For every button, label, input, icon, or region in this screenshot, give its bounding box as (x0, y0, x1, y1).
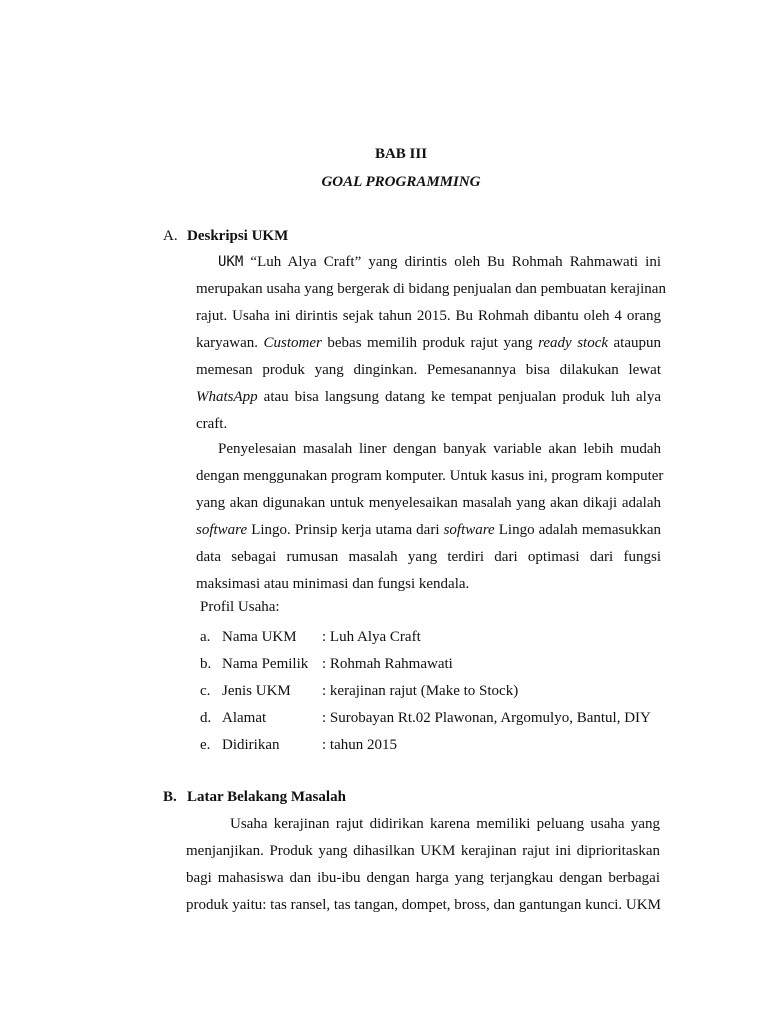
list-marker: e. (200, 737, 211, 753)
paragraph-line: menjanjikan. Produk yang dihasilkan UKM kerajinan rajut ini diprioritaskan (186, 843, 660, 859)
paragraph-line (196, 384, 661, 411)
paragraph-line: memesan produk yang dinginkan. Pemesanannya bisa dilakukan lewat (196, 362, 661, 378)
paragraph-text: “Luh Alya Craft” yang dirintis oleh Bu Rohmah Rahmawati ini (243, 254, 661, 270)
profil-usaha-label: Profil Usaha: (200, 599, 280, 615)
paragraph-line: maksimasi atau minimasi dan fungsi kendala. (196, 576, 470, 592)
paragraph-italic-text: software (443, 522, 495, 538)
section-a-number: A. (163, 228, 178, 244)
paragraph-line (196, 249, 661, 276)
list-marker: d. (200, 710, 212, 726)
list-marker: a. (200, 629, 211, 645)
paragraph-line: produk yaitu: tas ransel, tas tangan, dompet, bross, dan gantungan kunci. UKM (186, 897, 661, 913)
paragraph-line: bagi mahasiswa dan ibu-ibu dengan harga yang terjangkau dengan berbagai (186, 870, 660, 886)
list-item (200, 732, 651, 759)
paragraph-text: bebas memilih produk rajut yang (321, 335, 539, 351)
paragraph-italic-text: ready stock (538, 335, 609, 351)
profil-value: : kerajinan rajut (Make to Stock) (322, 683, 519, 699)
profil-value: : Rohmah Rahmawati (322, 656, 453, 672)
chapter-title: BAB III (374, 146, 428, 162)
paragraph-line: yang akan digunakan untuk menyelesaikan masalah yang akan dikaji adalah (196, 495, 661, 511)
chapter-subtitle: GOAL PROGRAMMING (321, 174, 481, 190)
paragraph-line: data sebagai rumusan masalah yang terdiri dari optimasi dari fungsi (196, 549, 661, 565)
paragraph-line (196, 517, 661, 544)
profil-key: Nama UKM (222, 629, 297, 645)
list-item (200, 705, 651, 732)
section-b-title: Latar Belakang Masalah (187, 789, 346, 805)
paragraph-text: karyawan. (196, 335, 264, 351)
paragraph-line (196, 330, 661, 357)
paragraph-italic-text: software (196, 522, 248, 538)
section-a-heading (163, 228, 288, 245)
list-marker: c. (200, 683, 211, 699)
section-b-paragraph-1 (186, 811, 660, 919)
paragraph-line: Penyelesaian masalah liner dengan banyak variable akan lebih mudah (218, 441, 661, 457)
section-a-title: Deskripsi UKM (187, 228, 289, 244)
profil-value: : Surobayan Rt.02 Plawonan, Argomulyo, Bantul, DIY (322, 710, 651, 726)
paragraph-line: dengan menggunakan program komputer. Untuk kasus ini, program komputer (196, 468, 664, 484)
paragraph-line: Usaha kerajinan rajut didirikan karena memiliki peluang usaha yang (230, 816, 660, 832)
section-b-heading (163, 789, 346, 806)
list-item (200, 651, 651, 678)
profil-value: : tahun 2015 (322, 737, 397, 753)
section-a-paragraph-1 (196, 249, 666, 438)
paragraph-text: UKM (218, 254, 244, 270)
profil-key: Alamat (222, 710, 267, 726)
profil-key: Nama Pemilik (222, 656, 309, 672)
paragraph-italic-text: Customer (263, 335, 322, 351)
paragraph-line: merupakan usaha yang bergerak di bidang penjualan dan pembuatan kerajinan (196, 281, 666, 297)
paragraph-text: atau bisa langsung datang ke tempat penjualan produk luh alya (257, 389, 661, 405)
section-b-number: B. (163, 789, 177, 805)
paragraph-line: craft. (196, 416, 228, 432)
profil-usaha-list (200, 624, 651, 759)
list-item (200, 678, 651, 705)
profil-value: : Luh Alya Craft (322, 629, 421, 645)
paragraph-text: Lingo adalah memasukkan (494, 522, 661, 538)
paragraph-italic-text: WhatsApp (196, 389, 258, 405)
profil-key: Didirikan (222, 737, 280, 753)
profil-key: Jenis UKM (222, 683, 291, 699)
paragraph-line: rajut. Usaha ini dirintis sejak tahun 2015. Bu Rohmah dibantu oleh 4 orang (196, 308, 661, 324)
paragraph-text: ataupun (608, 335, 661, 351)
paragraph-text: Lingo. Prinsip kerja utama dari (247, 522, 444, 538)
section-a-paragraph-2 (196, 436, 664, 598)
list-marker: b. (200, 656, 212, 672)
list-item (200, 624, 651, 651)
